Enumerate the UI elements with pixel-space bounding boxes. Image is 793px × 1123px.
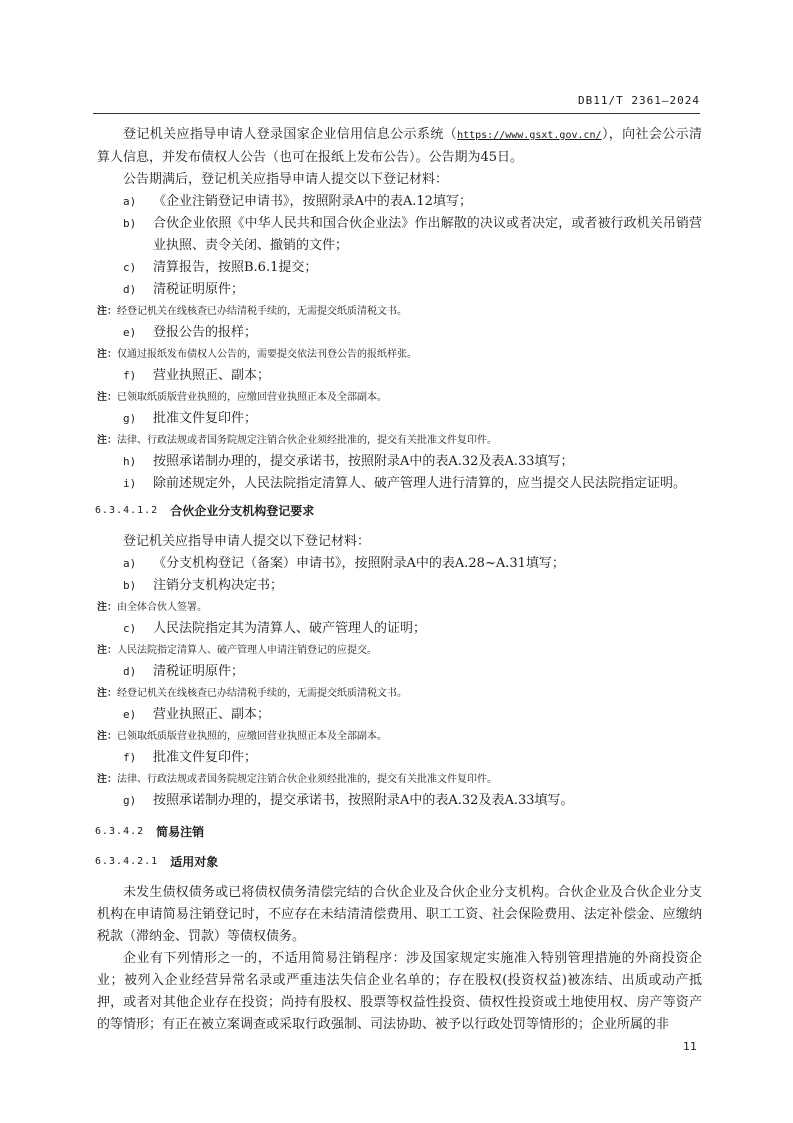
note-text: 法律、行政法规或者国务院规定注销合伙企业须经批准的，提交有关批准文件复印件。 bbox=[117, 435, 497, 446]
list-item bbox=[97, 213, 702, 257]
list-item-text: 营业执照正、副本； bbox=[153, 368, 271, 383]
note bbox=[97, 344, 702, 365]
note-text: 已领取纸质版营业执照的，应缴回营业执照正本及全部副本。 bbox=[117, 731, 387, 742]
page-content bbox=[97, 124, 702, 1036]
list-item bbox=[97, 553, 702, 575]
section2-lead: 登记机关应指导申请人提交以下登记材料： bbox=[123, 534, 371, 549]
list-item-label: g) bbox=[123, 412, 137, 425]
document-code: DB11/T 2361—2024 bbox=[578, 94, 700, 107]
list-item-text: 注销分支机构决定书； bbox=[153, 578, 284, 593]
list-item-text: 按照承诺制办理的，提交承诺书，按照附录A中的表A.32及表A.33填写； bbox=[153, 454, 574, 469]
body-paragraph: 企业有下列情形之一的，不适用简易注销程序：涉及国家规定实施准入特别管理措施的外商投资企业；被列入企业经营异常名录或严重违法失信企业名单的；存在股权(投资权益)被冻结、出质或动产抵押，或者对其他企业存在投资；尚持有股权、股票等权益性投资、债权性投资或土地使用权、房产等资产的等情形；有正在被立案调查或采取行政强制、司法协助、被予以行政处罚等情形的；企业所属的非 bbox=[97, 951, 702, 1032]
note-text: 已领取纸质版营业执照的，应缴回营业执照正本及全部副本。 bbox=[117, 392, 387, 403]
note-label: 注： bbox=[97, 435, 117, 446]
note-text: 法律、行政法规或者国务院规定注销合伙企业须经批准的，提交有关批准文件复印件。 bbox=[117, 774, 497, 785]
list-item-text: 除前述规定外，人民法院指定清算人、破产管理人进行清算的，应当提交人民法院指定证明。 bbox=[153, 476, 687, 491]
note-label: 注： bbox=[97, 688, 117, 699]
list-item bbox=[97, 618, 702, 640]
list-item-label: h) bbox=[123, 455, 137, 468]
note-label: 注： bbox=[97, 774, 117, 785]
note bbox=[97, 430, 702, 451]
list-item bbox=[97, 747, 702, 769]
section-number: 6.3.4.2 bbox=[95, 826, 145, 837]
list-item-label: f) bbox=[123, 751, 137, 764]
list-item-label: b) bbox=[123, 579, 137, 592]
note-text: 仅通过报纸发布债权人公告的，需要提交依法刊登公告的报纸样张。 bbox=[117, 349, 417, 360]
list-item-label: e) bbox=[123, 326, 137, 339]
section2-list bbox=[97, 553, 702, 812]
note bbox=[97, 597, 702, 618]
list-item-text: 清税证明原件； bbox=[153, 664, 245, 679]
section-heading-6-3-4-2-1 bbox=[95, 852, 702, 872]
list-item-label: e) bbox=[123, 708, 137, 721]
intro-text-pre: 登记机关应指导申请人登录国家企业信用信息公示系统（ bbox=[123, 127, 458, 142]
list-item bbox=[97, 661, 702, 683]
list-item-text: 批准文件复印件； bbox=[153, 411, 258, 426]
list-item bbox=[97, 790, 702, 812]
list-item-text: 合伙企业依照《中华人民共和国合伙企业法》作出解散的决议或者决定，或者被行政机关吊销营业执照、责令关闭、撤销的文件； bbox=[153, 216, 702, 253]
list-item-text: 人民法院指定其为清算人、破产管理人的证明； bbox=[153, 621, 427, 636]
note-text: 经登记机关在线核查已办结清税手续的，无需提交纸质清税文书。 bbox=[117, 688, 407, 699]
section-title: 简易注销 bbox=[156, 825, 205, 839]
list-item bbox=[97, 257, 702, 279]
note-text: 由全体合伙人签署。 bbox=[117, 602, 207, 613]
note-label: 注： bbox=[97, 392, 117, 403]
header-divider bbox=[93, 113, 700, 114]
list-item bbox=[97, 473, 702, 495]
list-item bbox=[97, 575, 702, 597]
list-item-label: f) bbox=[123, 369, 137, 382]
note-label: 注： bbox=[97, 731, 117, 742]
note bbox=[97, 683, 702, 704]
list-item-text: 清算报告，按照B.6.1提交； bbox=[153, 260, 318, 275]
list-item-text: 营业执照正、副本； bbox=[153, 707, 271, 722]
note bbox=[97, 726, 702, 747]
body-paragraph: 未发生债权债务或已将债权债务清偿完结的合伙企业及合伙企业分支机构。合伙企业及合伙企业分支机构在申请简易注销登记时，不应存在未结清清偿费用、职工工资、社会保险费用、法定补偿金、应缴纳税款（滞纳金、罚款）等债权债务。 bbox=[97, 885, 702, 944]
note-text: 经登记机关在线核查已办结清税手续的，无需提交纸质清税文书。 bbox=[117, 306, 407, 317]
list-item-label: i) bbox=[123, 477, 137, 490]
intro-paragraph bbox=[97, 124, 702, 169]
note bbox=[97, 769, 702, 790]
section-number: 6.3.4.2.1 bbox=[95, 856, 159, 867]
note-label: 注： bbox=[97, 306, 117, 317]
section-heading-6-3-4-2 bbox=[95, 822, 702, 842]
list-item-label: c) bbox=[123, 261, 137, 274]
note-text: 人民法院指定清算人、破产管理人申请注销登记的应提交。 bbox=[117, 645, 377, 656]
list-item-text: 清税证明原件； bbox=[153, 282, 245, 297]
note-label: 注： bbox=[97, 645, 117, 656]
section-number: 6.3.4.1.2 bbox=[95, 505, 159, 516]
list-item-label: a) bbox=[123, 195, 137, 208]
note bbox=[97, 387, 702, 408]
gsxt-link[interactable]: https://www.gsxt.gov.cn/ bbox=[457, 130, 602, 141]
page-number: 11 bbox=[683, 1040, 697, 1053]
list-item-label: b) bbox=[123, 217, 137, 230]
intro-text-post: ），向社会公示清算人信息，并发布债权人公告（也可在报纸上发布公告）。公告期为45日。 bbox=[97, 127, 702, 165]
list-item bbox=[97, 408, 702, 430]
section-title: 适用对象 bbox=[170, 855, 219, 869]
note-label: 注： bbox=[97, 349, 117, 360]
list-item-label: d) bbox=[123, 665, 137, 678]
list-item-label: c) bbox=[123, 622, 137, 635]
note-label: 注： bbox=[97, 602, 117, 613]
section-heading-6-3-4-1-2 bbox=[95, 501, 702, 521]
section-title: 合伙企业分支机构登记要求 bbox=[170, 504, 315, 518]
list-item bbox=[97, 704, 702, 726]
list-item-text: 批准文件复印件； bbox=[153, 750, 258, 765]
list-item-label: g) bbox=[123, 794, 137, 807]
list-item bbox=[97, 191, 702, 213]
list-item-text: 登报公告的报样； bbox=[153, 325, 258, 340]
list-item-text: 按照承诺制办理的，提交承诺书，按照附录A中的表A.32及表A.33填写。 bbox=[153, 793, 574, 808]
list-item-text: 《企业注销登记申请书》，按照附录A中的表A.12填写； bbox=[153, 194, 472, 209]
note bbox=[97, 301, 702, 322]
note bbox=[97, 640, 702, 661]
list-item bbox=[97, 451, 702, 473]
list-item bbox=[97, 279, 702, 301]
list-item bbox=[97, 322, 702, 344]
list-item-label: d) bbox=[123, 283, 137, 296]
list-item-text: 《分支机构登记（备案）申请书》，按照附录A中的表A.28~A.31填写； bbox=[153, 556, 565, 571]
section1-lead: 公告期满后，登记机关应指导申请人提交以下登记材料： bbox=[123, 172, 449, 187]
list-item-label: a) bbox=[123, 557, 137, 570]
section1-list bbox=[97, 191, 702, 495]
list-item bbox=[97, 365, 702, 387]
